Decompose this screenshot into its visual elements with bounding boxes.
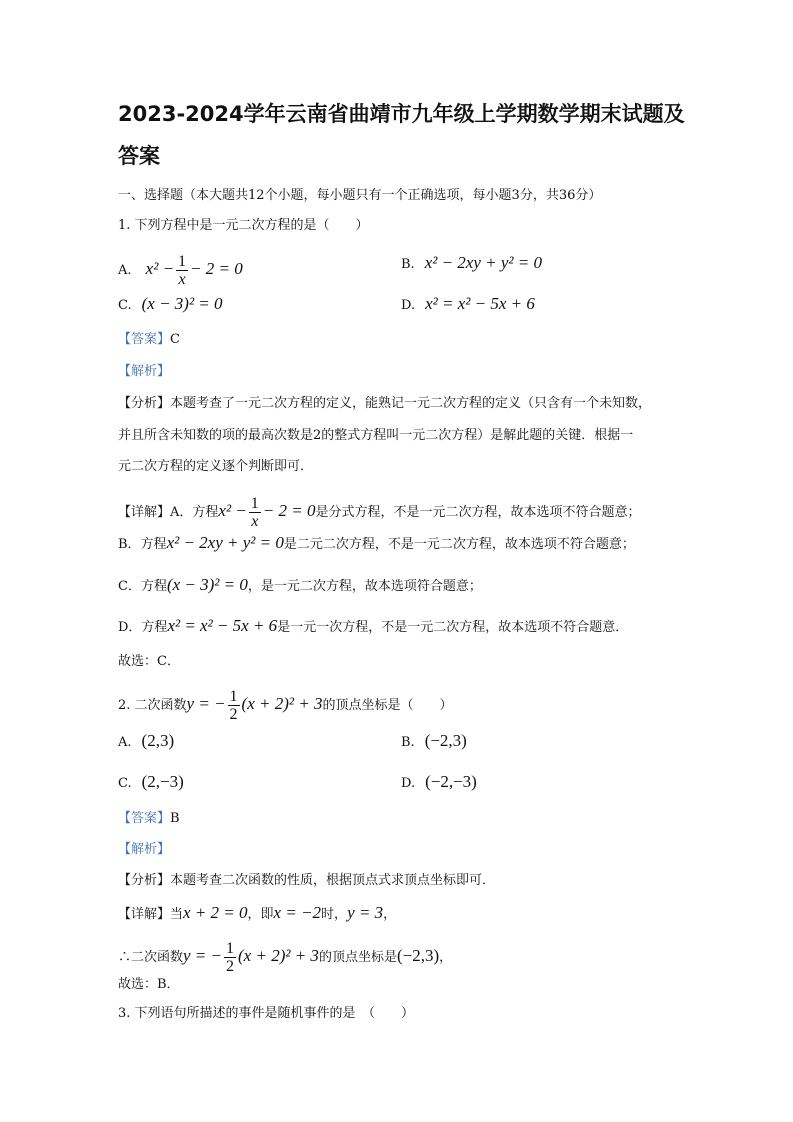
vertex-point: (−2,3) <box>396 946 440 965</box>
q2-b-label: B. <box>401 735 415 750</box>
detail-math: x = −2 <box>273 903 322 922</box>
q2-analysis-tag: 【解析】 <box>118 842 171 857</box>
q1-detail-d <box>118 616 628 638</box>
fraction <box>249 495 261 530</box>
detail-math: x + 2 = 0 <box>183 903 248 922</box>
detail-math: x² = x² − 5x + 6 <box>167 616 278 635</box>
stem-math: y = − <box>186 694 226 713</box>
numerator: 1 <box>226 940 235 957</box>
q1-b-math: x² − 2xy + y² = 0 <box>424 253 542 272</box>
q1-d-math: x² = x² − 5x + 6 <box>425 294 535 313</box>
answer-value: C <box>170 332 180 347</box>
q2-answer <box>118 809 180 829</box>
fraction <box>224 940 236 975</box>
q1-options-cd <box>118 294 535 316</box>
detail-math-end: − 2 = 0 <box>262 501 316 520</box>
denominator: x <box>251 513 259 530</box>
q1-answer <box>118 330 180 350</box>
q1-c-label: C. <box>118 298 132 313</box>
q2-detail <box>118 903 396 925</box>
detail-prefix: D．方程 <box>118 620 168 635</box>
q1-option-b <box>401 253 542 275</box>
q1-option-d <box>401 294 535 316</box>
q1-detail-c <box>118 575 482 597</box>
detail-text: 时， <box>321 907 348 922</box>
numerator: 1 <box>250 495 259 512</box>
q2-stem <box>118 688 452 723</box>
denominator: 2 <box>229 706 238 723</box>
fenxi-text: 本题考查二次函数的性质，根据顶点式求顶点坐标即可． <box>170 873 496 888</box>
q2-d-math: (−2,−3) <box>425 772 477 791</box>
detail-text: 是分式方程，不是一元二次方程，故本选项不符合题意； <box>315 505 641 520</box>
detail-prefix: B．方程 <box>118 537 167 552</box>
answer-tag: 【答案】 <box>118 811 171 826</box>
doc-title-line2: 答案 <box>118 144 160 168</box>
detail-math: x² − 2xy + y² = 0 <box>166 533 284 552</box>
q2-options-ab <box>118 731 467 753</box>
q2-a-math: (2,3) <box>141 731 175 750</box>
stem-text: 2. 二次函数 <box>118 698 187 713</box>
doc-title-line1: 2023-2024学年云南省曲靖市九年级上学期数学期末试题及 <box>118 102 685 126</box>
therefore-text: 的顶点坐标是 <box>318 950 397 965</box>
q2-options-cd <box>118 772 477 794</box>
q1-a-math: x² − <box>145 259 175 278</box>
detail-prefix: C．方程 <box>118 579 167 594</box>
numerator: 1 <box>229 688 238 705</box>
q2-a-label: A. <box>118 735 132 750</box>
q1-conclusion: 故选：C． <box>118 654 180 669</box>
q2-b-math: (−2,3) <box>424 731 467 750</box>
q2-option-b <box>401 731 467 753</box>
fenxi-tag: 【分析】 <box>118 396 171 411</box>
therefore-end: ， <box>439 950 453 965</box>
detail-text: ， <box>383 907 397 922</box>
xiangjie-tag: 【详解】 <box>118 505 171 520</box>
detail-text: 是一元一次方程，不是一元二次方程，故本选项不符合题意． <box>277 620 629 635</box>
section-heading: 一、选择题（本大题共12个小题，每小题只有一个正确选项，每小题3分，共36分） <box>118 188 602 203</box>
detail-text: ，是一元二次方程，故本选项符合题意； <box>247 579 482 594</box>
q1-stem: 1. 下列方程中是一元二次方程的是（ ） <box>118 218 369 233</box>
fenxi-tag: 【分析】 <box>118 873 171 888</box>
answer-value: B <box>170 811 180 826</box>
q2-d-label: D. <box>401 776 416 791</box>
fraction <box>176 253 188 288</box>
therefore-math: y = − <box>183 946 223 965</box>
q2-conclusion: 故选：B． <box>118 977 180 992</box>
q2-c-label: C. <box>118 776 132 791</box>
q2-therefore <box>118 940 452 975</box>
q1-c-math: (x − 3)² = 0 <box>141 294 223 313</box>
q1-fenxi-1 <box>118 394 651 414</box>
detail-text: 是二元二次方程，不是一元二次方程，故本选项不符合题意； <box>283 537 635 552</box>
xiangjie-tag: 【详解】 <box>118 907 171 922</box>
stem-math-end: (x + 2)² + 3 <box>241 694 323 713</box>
q3-stem: 3. 下列语句所描述的事件是随机事件的是 （ ） <box>118 1006 415 1021</box>
detail-text: ，即 <box>247 907 274 922</box>
q2-fenxi <box>118 871 495 891</box>
stem-text-end: 的顶点坐标是（ ） <box>322 698 453 713</box>
therefore-text: ∴二次函数 <box>118 950 184 965</box>
q1-options-ab <box>118 253 542 288</box>
q1-d-label: D. <box>401 298 416 313</box>
answer-tag: 【答案】 <box>118 332 171 347</box>
q1-fenxi-3: 元二次方程的定义逐个判断即可． <box>118 459 314 474</box>
q2-option-d <box>401 772 477 794</box>
q1-a-label: A. <box>118 263 132 278</box>
denominator: x <box>178 271 186 288</box>
q1-a-math-end: − 2 = 0 <box>190 259 243 278</box>
fenxi-text: 本题考查了一元二次方程的定义，能熟记一元二次方程的定义（只含有一个未知数， <box>170 396 652 411</box>
detail-text: 当 <box>170 907 184 922</box>
detail-math: y = 3 <box>347 903 384 922</box>
q1-fenxi-2: 并且所含未知数的项的最高次数是2的整式方程叫一元二次方程）是解此题的关键．根据一 <box>118 428 634 443</box>
fraction <box>228 688 240 723</box>
q2-c-math: (2,−3) <box>141 772 184 791</box>
detail-math: x² − <box>218 501 247 520</box>
q1-analysis-tag: 【解析】 <box>118 364 171 379</box>
detail-prefix: A．方程 <box>170 505 219 520</box>
detail-math: (x − 3)² = 0 <box>166 575 248 594</box>
q1-detail-a <box>118 495 641 530</box>
denominator: 2 <box>226 958 235 975</box>
numerator: 1 <box>178 253 187 270</box>
therefore-math-end: (x + 2)² + 3 <box>238 946 319 965</box>
q1-detail-b <box>118 533 635 555</box>
q1-b-label: B. <box>401 257 415 272</box>
